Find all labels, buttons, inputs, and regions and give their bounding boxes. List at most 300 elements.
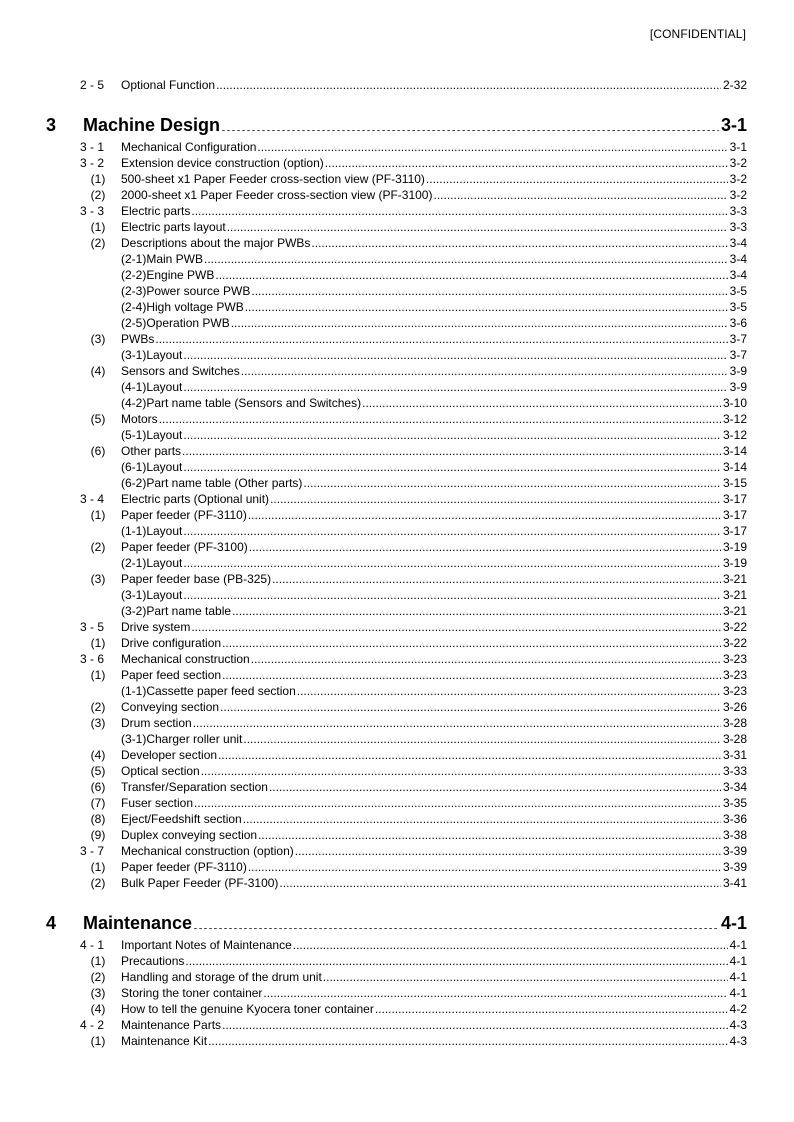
entry-line xyxy=(121,251,747,267)
dot-leader xyxy=(245,299,728,315)
entry-page: 3-22 xyxy=(722,620,747,634)
pre-entries xyxy=(0,70,794,93)
entry-title: Conveying section xyxy=(121,700,220,714)
entry-line xyxy=(121,603,747,619)
dot-leader xyxy=(248,507,721,523)
entry-line xyxy=(121,523,747,539)
entry-line xyxy=(121,651,747,667)
entry-line xyxy=(121,459,747,475)
toc-entry[interactable] xyxy=(0,475,794,491)
entry-page: 3-4 xyxy=(729,252,747,266)
dot-leader xyxy=(297,683,721,699)
entry-title: Paper feeder (PF-3110) xyxy=(121,508,247,522)
entry-title: Other parts xyxy=(121,444,182,458)
entry-number: 4 - 2 xyxy=(80,1018,105,1032)
chapter-page: 3-1 xyxy=(720,115,747,135)
entry-line xyxy=(121,571,747,587)
dot-leader xyxy=(311,235,727,251)
entry-number: 3 - 4 xyxy=(80,492,105,506)
entry-title: (2-1)Main PWB xyxy=(121,252,204,266)
entry-title: (3-1)Layout xyxy=(121,348,183,362)
entry-title: Electric parts (Optional unit) xyxy=(121,492,270,506)
entry-title: (2-4)High voltage PWB xyxy=(121,300,244,314)
entry-number: (2) xyxy=(90,876,106,890)
dot-leader xyxy=(279,875,721,891)
entry-title: Paper feeder (PF-3110) xyxy=(121,860,247,874)
entry-line xyxy=(121,779,747,795)
entry-page: 3-14 xyxy=(722,460,747,474)
dot-leader xyxy=(251,283,727,299)
toc-entry[interactable] xyxy=(0,299,794,315)
dot-leader xyxy=(201,763,721,779)
entry-title: Handling and storage of the drum unit xyxy=(121,970,322,984)
entry-line xyxy=(121,395,747,411)
entry-line xyxy=(121,347,747,363)
entry-page: 3-7 xyxy=(729,332,747,346)
entry-page: 3-39 xyxy=(722,860,747,874)
entry-title: (1-1)Cassette paper feed section xyxy=(121,684,296,698)
entry-title: Electric parts xyxy=(121,204,191,218)
entry-page: 3-3 xyxy=(729,220,747,234)
dot-leader xyxy=(293,937,728,953)
entry-page: 3-36 xyxy=(722,812,747,826)
entry-line xyxy=(121,715,747,731)
entry-line xyxy=(121,859,747,875)
toc-entry[interactable] xyxy=(0,523,794,539)
dot-leader xyxy=(183,555,721,571)
entry-number: 3 - 6 xyxy=(80,652,105,666)
dot-leader xyxy=(183,587,721,603)
entry-line xyxy=(121,475,747,491)
dot-leader xyxy=(222,667,721,683)
entry-page: 3-4 xyxy=(729,236,747,250)
entry-number: 3 - 1 xyxy=(80,140,105,154)
toc-entry[interactable] xyxy=(0,667,794,683)
entry-title: (2-2)Engine PWB xyxy=(121,268,215,282)
dot-leader xyxy=(272,571,721,587)
entry-title: Mechanical construction (option) xyxy=(121,844,294,858)
entry-line xyxy=(121,1017,747,1033)
entry-line xyxy=(121,331,747,347)
chapter-title: Maintenance xyxy=(83,913,193,933)
toc-entry[interactable] xyxy=(0,937,794,953)
entry-number: (1) xyxy=(90,668,106,682)
toc-entry[interactable] xyxy=(0,875,794,891)
entry-line xyxy=(121,795,747,811)
entry-title: PWBs xyxy=(121,332,155,346)
entry-line xyxy=(121,875,747,891)
toc-entry[interactable] xyxy=(0,795,794,811)
toc-entry[interactable] xyxy=(0,411,794,427)
entry-title: Paper feeder (PF-3100) xyxy=(121,540,248,554)
entry-page: 3-26 xyxy=(722,700,747,714)
entry-page: 3-6 xyxy=(729,316,747,330)
entry-title: Descriptions about the major PWBs xyxy=(121,236,311,250)
entry-line xyxy=(121,235,747,251)
entry-page: 3-5 xyxy=(729,300,747,314)
dot-leader xyxy=(183,459,721,475)
entry-title: (4-1)Layout xyxy=(121,380,183,394)
entry-line xyxy=(121,219,747,235)
entry-number: (1) xyxy=(90,636,106,650)
entry-number: (6) xyxy=(90,780,106,794)
entry-title: (2-5)Operation PWB xyxy=(121,316,230,330)
dot-leader xyxy=(251,651,721,667)
dot-leader xyxy=(204,251,728,267)
entry-page: 3-19 xyxy=(722,540,747,554)
toc-entry[interactable] xyxy=(0,203,794,219)
entry-line xyxy=(121,985,747,1001)
entry-page: 3-21 xyxy=(722,588,747,602)
entry-number: 2 - 5 xyxy=(80,78,105,92)
toc-entry[interactable] xyxy=(0,779,794,795)
toc-entry[interactable] xyxy=(0,251,794,267)
entry-line xyxy=(121,203,747,219)
entry-line xyxy=(121,171,747,187)
entry-line xyxy=(121,953,747,969)
entry-number: (2) xyxy=(90,970,106,984)
entry-line xyxy=(121,763,747,779)
dot-leader xyxy=(362,395,721,411)
entry-number: (1) xyxy=(90,220,106,234)
toc-entry[interactable] xyxy=(0,811,794,827)
entry-line xyxy=(121,315,747,331)
entry-line xyxy=(121,667,747,683)
toc-entry[interactable] xyxy=(0,235,794,251)
entry-title: Transfer/Separation section xyxy=(121,780,268,794)
top-spacer xyxy=(0,70,794,77)
toc-entry[interactable] xyxy=(0,683,794,699)
entry-title: (5-1)Layout xyxy=(121,428,183,442)
entry-number: (3) xyxy=(90,332,106,346)
toc-entry[interactable] xyxy=(0,715,794,731)
toc-entry[interactable] xyxy=(0,395,794,411)
entry-title: Fuser section xyxy=(121,796,194,810)
entry-number: (7) xyxy=(90,796,106,810)
toc-entry[interactable] xyxy=(0,1017,794,1033)
entry-page: 3-9 xyxy=(729,380,747,394)
toc-entry[interactable] xyxy=(0,219,794,235)
entry-title: Developer section xyxy=(121,748,218,762)
dot-leader xyxy=(185,953,727,969)
entry-page: 4-1 xyxy=(729,938,747,952)
entry-page: 4-3 xyxy=(729,1018,747,1032)
entry-title: Drive system xyxy=(121,620,191,634)
toc-entry[interactable] xyxy=(0,859,794,875)
toc-entry[interactable] xyxy=(0,459,794,475)
toc-entry[interactable] xyxy=(0,651,794,667)
entry-page: 3-28 xyxy=(722,732,747,746)
dot-leader xyxy=(208,1033,728,1049)
entry-title: Maintenance Parts xyxy=(121,1018,222,1032)
entry-title: Sensors and Switches xyxy=(121,364,240,378)
dot-leader xyxy=(227,219,728,235)
entry-line xyxy=(121,1033,747,1049)
entry-title: Mechanical construction xyxy=(121,652,250,666)
entry-title: (2-1)Layout xyxy=(121,556,183,570)
entry-number: (2) xyxy=(90,236,106,250)
dot-leader xyxy=(193,715,721,731)
dot-leader xyxy=(221,115,719,131)
toc-entry[interactable] xyxy=(0,155,794,171)
entry-page: 3-23 xyxy=(722,652,747,666)
dot-leader xyxy=(295,843,721,859)
entry-number: (3) xyxy=(90,986,106,1000)
entry-line xyxy=(121,427,747,443)
toc-entry[interactable] xyxy=(0,171,794,187)
entry-number: (1) xyxy=(90,860,106,874)
toc-entry[interactable] xyxy=(0,267,794,283)
dot-leader xyxy=(232,603,721,619)
entry-page: 3-15 xyxy=(722,476,747,490)
entry-title: Mechanical Configuration xyxy=(121,140,257,154)
entry-title: Storing the toner container xyxy=(121,986,263,1000)
entry-page: 4-3 xyxy=(729,1034,747,1048)
dot-leader xyxy=(193,913,719,929)
toc-entry[interactable] xyxy=(0,953,794,969)
dot-leader xyxy=(222,1017,728,1033)
entry-page: 3-1 xyxy=(729,140,747,154)
dot-leader xyxy=(270,491,721,507)
entry-number: (9) xyxy=(90,828,106,842)
entry-page: 3-19 xyxy=(722,556,747,570)
entry-page: 3-2 xyxy=(729,156,747,170)
toc-entry[interactable] xyxy=(0,603,794,619)
toc-entry[interactable] xyxy=(0,331,794,347)
entry-page: 3-10 xyxy=(722,396,747,410)
entry-number: (2) xyxy=(90,700,106,714)
entry-title: (2-3)Power source PWB xyxy=(121,284,251,298)
toc-entry[interactable] xyxy=(0,539,794,555)
entry-number: 4 - 1 xyxy=(80,938,105,952)
entry-title: Bulk Paper Feeder (PF-3100) xyxy=(121,876,279,890)
toc-entry[interactable] xyxy=(0,443,794,459)
toc-entry[interactable] xyxy=(0,827,794,843)
entry-page: 4-1 xyxy=(729,954,747,968)
entry-page: 4-1 xyxy=(729,970,747,984)
entry-line xyxy=(121,443,747,459)
dot-leader xyxy=(155,331,727,347)
entry-title: Motors xyxy=(121,412,158,426)
entry-line xyxy=(121,635,747,651)
dot-leader xyxy=(241,363,728,379)
entry-number: (4) xyxy=(90,364,106,378)
dot-leader xyxy=(269,779,721,795)
toc-entry[interactable] xyxy=(0,699,794,715)
entry-title: Maintenance Kit xyxy=(121,1034,208,1048)
dot-leader xyxy=(231,315,728,331)
entry-line xyxy=(121,379,747,395)
dot-leader xyxy=(248,859,721,875)
entry-number: (2) xyxy=(90,188,106,202)
entry-page: 3-2 xyxy=(729,172,747,186)
entry-number: (1) xyxy=(90,508,106,522)
entry-line xyxy=(121,155,747,171)
toc-entry[interactable] xyxy=(0,587,794,603)
entry-line xyxy=(121,843,747,859)
entry-line xyxy=(121,139,747,155)
entry-line xyxy=(121,507,747,523)
entry-number: (2) xyxy=(90,540,106,554)
entry-page: 4-1 xyxy=(729,986,747,1000)
chapter-heading[interactable] xyxy=(0,113,794,137)
entry-line xyxy=(121,77,747,93)
entry-page: 3-17 xyxy=(722,492,747,506)
dot-leader xyxy=(243,731,721,747)
toc-entry[interactable] xyxy=(0,139,794,155)
entry-title: Drum section xyxy=(121,716,192,730)
dot-leader xyxy=(191,203,727,219)
entry-number: (1) xyxy=(90,172,106,186)
entry-line xyxy=(121,1001,747,1017)
entry-page: 3-5 xyxy=(729,284,747,298)
dot-leader xyxy=(220,699,721,715)
dot-leader xyxy=(183,523,721,539)
entry-page: 3-12 xyxy=(722,428,747,442)
toc-entry[interactable] xyxy=(0,571,794,587)
entry-line xyxy=(121,747,747,763)
chapter-number: 3 xyxy=(46,115,57,135)
dot-leader xyxy=(191,619,721,635)
entry-page: 3-33 xyxy=(722,764,747,778)
toc-entry[interactable] xyxy=(0,491,794,507)
entry-page: 3-21 xyxy=(722,604,747,618)
dot-leader xyxy=(325,155,728,171)
dot-leader xyxy=(216,77,721,93)
toc-entry[interactable] xyxy=(0,635,794,651)
confidential-label: [CONFIDENTIAL] xyxy=(649,27,746,41)
entry-line xyxy=(121,827,747,843)
entry-page: 3-31 xyxy=(722,748,747,762)
entry-number: (5) xyxy=(90,412,106,426)
entry-page: 3-17 xyxy=(722,524,747,538)
dot-leader xyxy=(258,827,721,843)
entry-line xyxy=(121,619,747,635)
toc-entry[interactable] xyxy=(0,347,794,363)
entry-title: (3-1)Layout xyxy=(121,588,183,602)
entry-page: 3-38 xyxy=(722,828,747,842)
entry-page: 3-12 xyxy=(722,412,747,426)
entry-number: 3 - 3 xyxy=(80,204,105,218)
table-of-contents xyxy=(0,70,794,1049)
toc-entry[interactable] xyxy=(0,843,794,859)
toc-entry[interactable] xyxy=(0,747,794,763)
toc-entry[interactable] xyxy=(0,187,794,203)
entry-title: (4-2)Part name table (Sensors and Switches) xyxy=(121,396,362,410)
entry-line xyxy=(121,683,747,699)
entry-number: (6) xyxy=(90,444,106,458)
entry-page: 3-7 xyxy=(729,348,747,362)
entry-line xyxy=(121,937,747,953)
entry-line xyxy=(121,283,747,299)
entry-page: 3-28 xyxy=(722,716,747,730)
entry-line xyxy=(121,411,747,427)
dot-leader xyxy=(433,187,727,203)
entry-page: 3-34 xyxy=(722,780,747,794)
entry-title: 2000-sheet x1 Paper Feeder cross-section view (PF-3100) xyxy=(121,188,433,202)
dot-leader xyxy=(426,171,728,187)
toc-entry[interactable] xyxy=(0,77,794,93)
entry-line xyxy=(121,731,747,747)
chapter-page: 4-1 xyxy=(720,913,747,933)
entry-number: (4) xyxy=(90,748,106,762)
entry-line xyxy=(121,699,747,715)
entry-title: (6-2)Part name table (Other parts) xyxy=(121,476,303,490)
toc-entry[interactable] xyxy=(0,763,794,779)
entry-title: Drive configuration xyxy=(121,636,222,650)
toc-entry[interactable] xyxy=(0,315,794,331)
chapter-title: Machine Design xyxy=(83,115,221,135)
toc-entry[interactable] xyxy=(0,1001,794,1017)
entry-page: 3-2 xyxy=(729,188,747,202)
chapter-heading[interactable] xyxy=(0,911,794,935)
dot-leader xyxy=(375,1001,728,1017)
entry-line xyxy=(121,969,747,985)
entry-title: How to tell the genuine Kyocera toner container xyxy=(121,1002,374,1016)
dot-leader xyxy=(183,379,727,395)
entry-page: 3-17 xyxy=(722,508,747,522)
dot-leader xyxy=(303,475,721,491)
entry-title: (1-1)Layout xyxy=(121,524,183,538)
entry-page: 2-32 xyxy=(722,78,747,92)
entry-page: 3-39 xyxy=(722,844,747,858)
toc-entry[interactable] xyxy=(0,1033,794,1049)
dot-leader xyxy=(218,747,721,763)
entry-page: 3-4 xyxy=(729,268,747,282)
dot-leader xyxy=(222,635,721,651)
toc-entry[interactable] xyxy=(0,969,794,985)
toc-entry[interactable] xyxy=(0,619,794,635)
entry-title: Extension device construction (option) xyxy=(121,156,324,170)
toc-entry[interactable] xyxy=(0,985,794,1001)
entry-title: Paper feeder base (PB-325) xyxy=(121,572,272,586)
entry-title: Paper feed section xyxy=(121,668,222,682)
dot-leader xyxy=(257,139,727,155)
entry-title: Duplex conveying section xyxy=(121,828,258,842)
toc-entry[interactable] xyxy=(0,555,794,571)
entry-line xyxy=(121,587,747,603)
toc-entry[interactable] xyxy=(0,731,794,747)
entry-title: 500-sheet x1 Paper Feeder cross-section view (PF-3110) xyxy=(121,172,425,186)
entry-number: (5) xyxy=(90,764,106,778)
toc-entry[interactable] xyxy=(0,427,794,443)
entry-title: Electric parts layout xyxy=(121,220,226,234)
entry-number: (1) xyxy=(90,954,106,968)
entry-title: (3-2)Part name table xyxy=(121,604,232,618)
dot-leader xyxy=(249,539,721,555)
entry-title: (6-1)Layout xyxy=(121,460,183,474)
entry-line xyxy=(121,267,747,283)
toc-entry[interactable] xyxy=(0,363,794,379)
toc-entry[interactable] xyxy=(0,507,794,523)
chapter-line xyxy=(83,113,747,137)
entry-line xyxy=(121,811,747,827)
entry-line xyxy=(121,539,747,555)
entry-page: 3-22 xyxy=(722,636,747,650)
entry-line xyxy=(121,363,747,379)
toc-entry[interactable] xyxy=(0,379,794,395)
dot-leader xyxy=(215,267,727,283)
dot-leader xyxy=(323,969,728,985)
entry-number: (8) xyxy=(90,812,106,826)
entry-page: 3-3 xyxy=(729,204,747,218)
entry-number: (3) xyxy=(90,572,106,586)
toc-entry[interactable] xyxy=(0,283,794,299)
entry-page: 3-9 xyxy=(729,364,747,378)
entry-page: 3-21 xyxy=(722,572,747,586)
entry-number: (1) xyxy=(90,1034,106,1048)
entry-page: 3-35 xyxy=(722,796,747,810)
